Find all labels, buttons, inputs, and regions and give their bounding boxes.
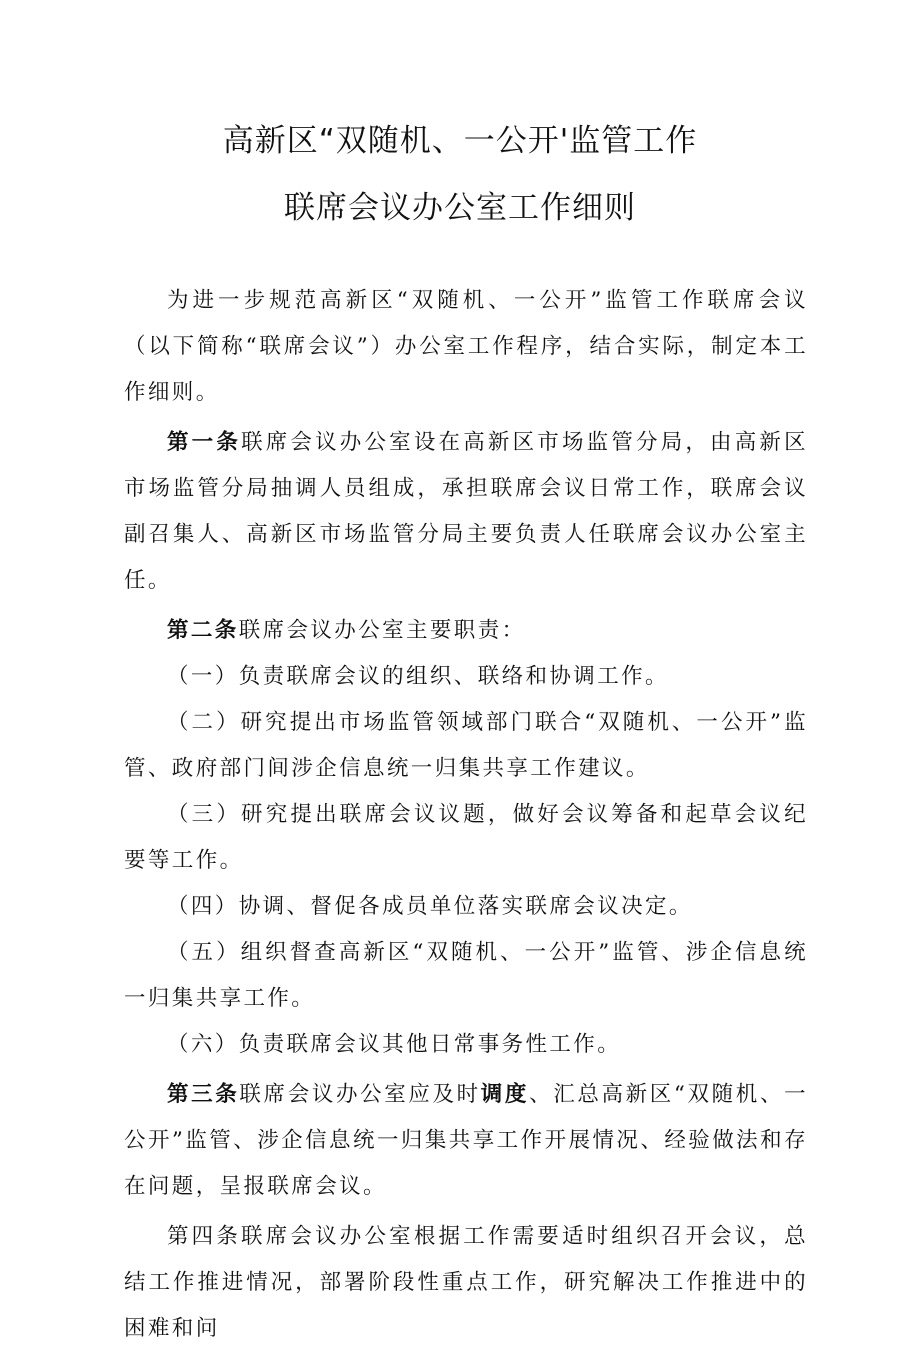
article-2-item: （六）负责联席会议其他日常事务性工作。: [167, 1032, 622, 1057]
article-3-text-a: 联席会议办公室应及时: [239, 1082, 481, 1107]
article-3: [124, 1072, 808, 1210]
document-body: [124, 278, 808, 1352]
article-2-text: 联席会议办公室主要职责：: [238, 618, 526, 643]
article-3-text-b: 、汇总高新区“双随机、一公开”监管、涉企信息统一归集共享工作开展情况、经验做法和存在问题，呈报联席会议。: [124, 1082, 808, 1199]
intro-paragraph: 为进一步规范高新区“双随机、一公开”监管工作联席会议（以下简称“联席会议”）办公室工作程序，结合实际，制定本工作细则。: [124, 288, 808, 405]
article-1-text: 联席会议办公室设在高新区市场监管分局，由高新区市场监管分局抽调人员组成，承担联席会议日常工作，联席会议副召集人、高新区市场监管分局主要负责人任联席会议办公室主任。: [124, 430, 809, 593]
article-2-label: 第二条: [167, 618, 239, 643]
article-2: [124, 608, 808, 654]
article-2-item: （五）组织督查高新区“双随机、一公开”监管、涉企信息统一归集共享工作。: [124, 940, 808, 1011]
article-3-label: 第三条: [167, 1082, 240, 1107]
article-1: [124, 420, 808, 604]
article-1-label: 第一条: [167, 430, 242, 455]
article-4: 第四条联席会议办公室根据工作需要适时组织召开会议，总结工作推进情况，部署阶段性重点工作，研究解决工作推进中的困难和问: [124, 1224, 808, 1341]
document-title-line-1: 高新区“双随机、一公开'监管工作: [222, 123, 698, 159]
article-2-item: （二）研究提出市场监管领域部门联合“双随机、一公开”监管、政府部门间涉企信息统一归集共享工作建议。: [124, 710, 808, 781]
article-2-item: （一）负责联席会议的组织、联络和协调工作。: [167, 664, 669, 689]
article-2-item: （四）协调、督促各成员单位落实联席会议决定。: [167, 894, 693, 919]
article-3-bold-word: 调度: [480, 1082, 530, 1107]
article-2-item: （三）研究提出联席会议议题，做好会议筹备和起草会议纪要等工作。: [124, 802, 808, 873]
document-title-line-2: 联席会议办公室工作细则: [284, 190, 636, 226]
